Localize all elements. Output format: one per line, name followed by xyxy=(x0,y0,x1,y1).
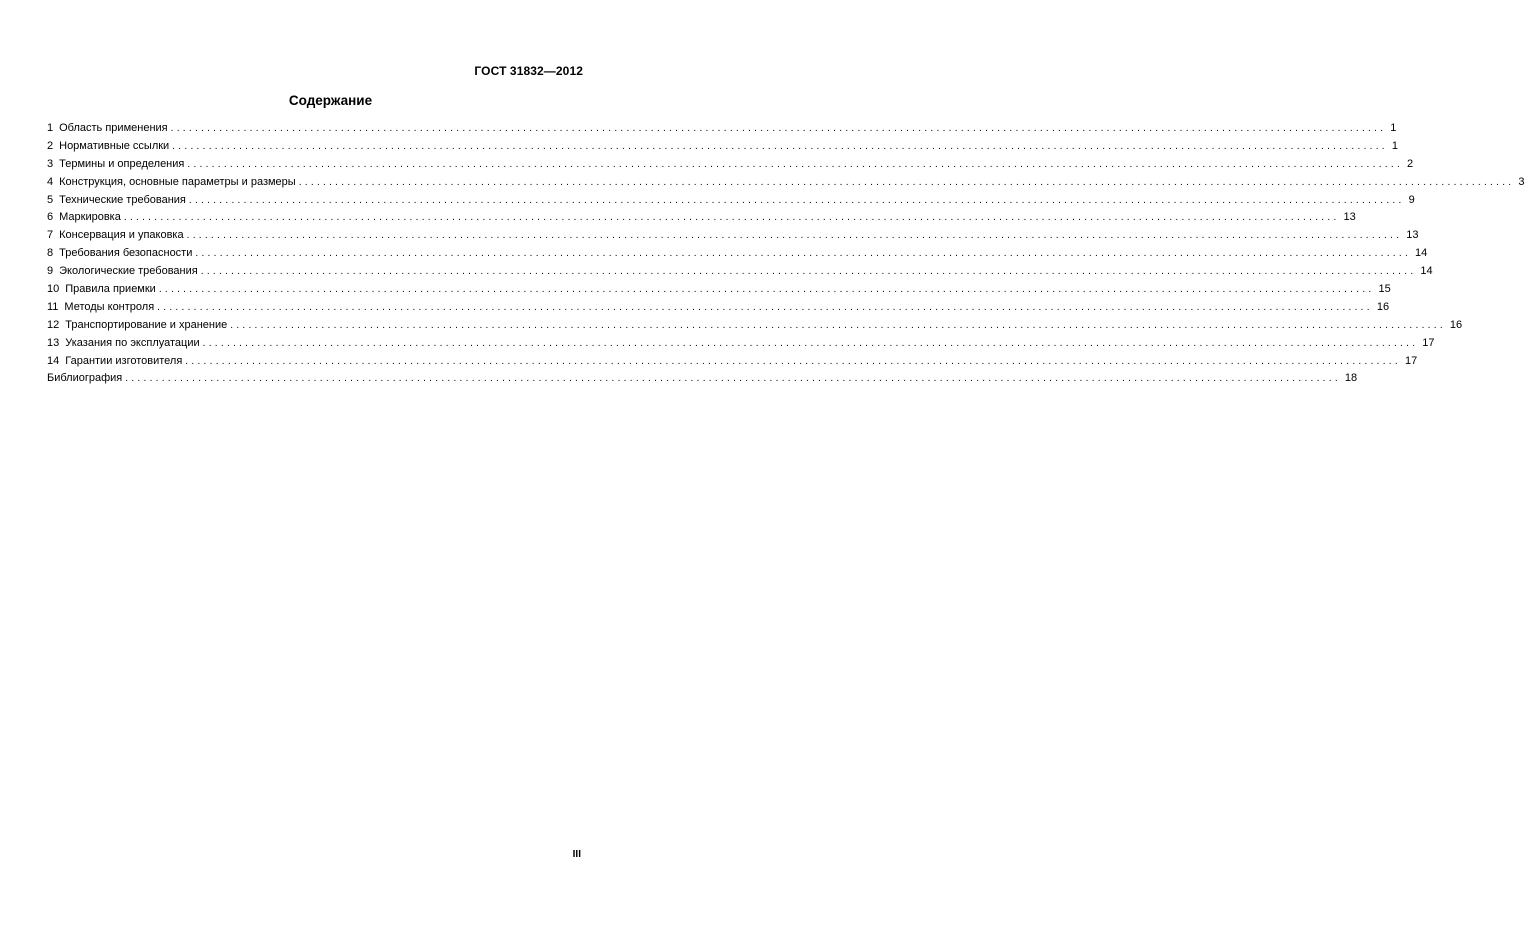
toc-entry-number: 13 xyxy=(47,336,60,349)
toc-entry-title: Экологические требования xyxy=(59,265,198,278)
toc-entry-number: 9 xyxy=(47,265,54,278)
toc-entry-number: 4 xyxy=(47,175,54,188)
toc-entry-page: 14 xyxy=(1415,247,1428,260)
toc-entry[interactable] xyxy=(47,156,1414,174)
toc-entry-title: Маркировка xyxy=(59,211,121,224)
toc-entry-page: 13 xyxy=(1343,211,1356,224)
toc-entry-number: 7 xyxy=(47,229,54,242)
toc-entry-number: 5 xyxy=(47,193,54,206)
toc-entry-number: 6 xyxy=(47,211,54,224)
toc-entry-title: Область применения xyxy=(59,122,168,134)
toc-entry-number: 14 xyxy=(47,354,60,367)
toc-entry[interactable] xyxy=(47,174,1525,192)
toc-entry-title: Гарантии изготовителя xyxy=(65,354,183,367)
toc-entry[interactable] xyxy=(47,245,1428,263)
toc-entry-title: Нормативные ссылки xyxy=(59,139,170,152)
toc-entry-page: 16 xyxy=(1449,318,1463,331)
toc-entry[interactable] xyxy=(47,227,1419,245)
toc-dot-leader: ........................................................................................................................................................................................................ xyxy=(187,158,1404,170)
page-number: III xyxy=(572,849,581,860)
toc-entry-bibliography[interactable] xyxy=(47,370,1358,388)
toc-entry-page: 1 xyxy=(1391,139,1399,152)
toc-entry-title: Конструкция, основные параметры и размеры xyxy=(59,175,296,188)
toc-dot-leader: ........................................................................................................................................................................................................ xyxy=(125,373,1341,385)
toc-dot-leader: ........................................................................................................................................................................................................ xyxy=(202,337,1419,349)
toc-dot-leader: ........................................................................................................................................................................................................ xyxy=(158,284,1375,296)
toc-entry-title: Требования безопасности xyxy=(59,247,193,260)
toc-entry[interactable] xyxy=(47,299,1390,317)
toc-entry-number: 2 xyxy=(47,139,54,152)
toc-dot-leader: ........................................................................................................................................................................................................ xyxy=(170,123,1387,134)
toc-dot-leader: ........................................................................................................................................................................................................ xyxy=(157,301,1373,313)
toc-entry-page: 14 xyxy=(1420,265,1433,278)
toc-entry-number: 3 xyxy=(47,157,54,170)
toc-entry[interactable] xyxy=(47,192,1415,210)
toc-entry-number: 12 xyxy=(47,318,60,331)
toc-dot-leader: ........................................................................................................................................................................................................ xyxy=(185,355,1401,367)
toc-dot-leader: ........................................................................................................................................................................................................ xyxy=(172,140,1388,152)
toc-entry[interactable] xyxy=(47,353,1418,371)
toc-entry-page: 18 xyxy=(1344,372,1358,385)
toc-entry-page: 2 xyxy=(1407,157,1414,170)
toc-entry-number: 10 xyxy=(47,283,60,296)
toc-dot-leader: ........................................................................................................................................................................................................ xyxy=(123,212,1340,224)
toc-entry[interactable] xyxy=(47,120,1397,138)
toc-entry-page: 17 xyxy=(1404,354,1418,367)
toc-entry-title: Методы контроля xyxy=(64,300,155,313)
toc-entry-page: 1 xyxy=(1390,122,1397,134)
toc-entry[interactable] xyxy=(47,317,1463,335)
toc-dot-leader: ........................................................................................................................................................................................................ xyxy=(188,194,1405,206)
toc-entry[interactable] xyxy=(47,263,1433,281)
toc-entry-page: 3 xyxy=(1518,175,1525,188)
toc-entry-title: Указания по эксплуатации xyxy=(65,336,200,349)
toc-dot-leader: ........................................................................................................................................................................................................ xyxy=(195,248,1412,260)
toc-entry-page: 16 xyxy=(1376,300,1390,313)
toc-entry-title: Правила приемки xyxy=(65,283,156,296)
toc-entry-number: 11 xyxy=(47,300,59,313)
toc-title: Содержание xyxy=(288,93,373,108)
toc-entry[interactable] xyxy=(47,281,1391,299)
toc-entry-title: Технические требования xyxy=(59,193,186,206)
toc-entry-number: 1 xyxy=(47,122,54,134)
toc-entry-title: Библиография xyxy=(47,372,123,385)
toc-entry-page: 13 xyxy=(1406,229,1419,242)
toc-entry[interactable] xyxy=(47,209,1356,227)
toc-entry-number: 8 xyxy=(47,247,54,260)
toc-entry-title: Консервация и упаковка xyxy=(59,229,184,242)
toc-dot-leader: ........................................................................................................................................................................................................ xyxy=(230,319,1446,331)
toc-entry[interactable] xyxy=(47,138,1399,156)
document-code: ГОСТ 31832—2012 xyxy=(474,64,583,78)
toc-entry-page: 15 xyxy=(1378,283,1391,296)
toc-entry-page: 17 xyxy=(1422,336,1435,349)
toc-dot-leader: ........................................................................................................................................................................................................ xyxy=(298,176,1515,188)
toc-dot-leader: ........................................................................................................................................................................................................ xyxy=(186,230,1403,242)
table-of-contents xyxy=(47,120,1525,388)
toc-entry-title: Термины и определения xyxy=(59,157,185,170)
toc-entry-title: Транспортирование и хранение xyxy=(65,318,228,331)
toc-dot-leader: ........................................................................................................................................................................................................ xyxy=(200,266,1417,278)
toc-entry-page: 9 xyxy=(1408,193,1415,206)
toc-entry[interactable] xyxy=(47,335,1435,353)
